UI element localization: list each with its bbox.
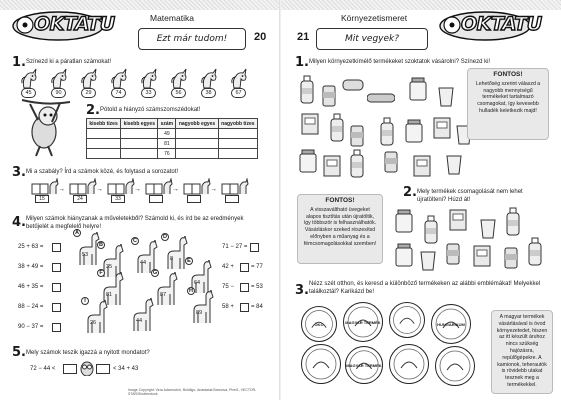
llama-letter: C — [131, 237, 139, 245]
sequence-item — [106, 178, 136, 202]
cup-icon — [477, 212, 505, 242]
fontos-note-2 — [297, 194, 383, 264]
task-3-number: 3. — [295, 283, 309, 298]
brand-logo — [439, 10, 542, 42]
hatch-strip — [281, 0, 561, 10]
note-title: FONTOS! — [493, 71, 523, 78]
unicorn-number: 74 — [111, 88, 126, 98]
llama-block-icon — [30, 178, 60, 196]
emblem-label: MAGYAR TERMÉK — [345, 319, 381, 325]
hungarian-products-note — [491, 310, 553, 394]
llama-value: 44 — [136, 318, 143, 324]
table-cell-number: 76 — [158, 149, 176, 159]
equation: 75 − — [222, 284, 234, 290]
sequence-value: 24 — [73, 195, 87, 203]
answer-box[interactable] — [52, 303, 61, 312]
unicorn-figure[interactable] — [48, 68, 70, 98]
table-cell-answer[interactable] — [121, 129, 158, 139]
emblem-label: ÖKO — [314, 321, 324, 327]
brand-name: OKTATU — [461, 13, 542, 35]
page-number: 21 — [297, 31, 310, 43]
sequence-arrow: → — [58, 186, 65, 193]
cup-icon — [443, 148, 471, 178]
product-jar[interactable] — [407, 74, 435, 109]
equation: 46 + 35 = — [18, 284, 44, 290]
sequence-value[interactable] — [225, 195, 239, 203]
note-title: FONTOS! — [325, 197, 355, 204]
table-cell-answer[interactable] — [87, 149, 121, 159]
task-2-text: Pótold a hiányzó számszomszédokat! — [100, 107, 201, 113]
llama-value: 44 — [140, 260, 147, 266]
subject-label: Környezetismeret — [341, 13, 408, 23]
emblem-logo[interactable] — [431, 304, 471, 344]
unicorn-number: 45 — [21, 88, 36, 98]
sequence-value: 33 — [111, 195, 125, 203]
jar-icon — [403, 116, 431, 146]
can-icon — [443, 238, 471, 268]
table-cell-answer[interactable] — [176, 129, 218, 139]
sequence-arrow: → — [172, 186, 179, 193]
llama-letter: D — [161, 233, 169, 241]
sloth-illustration — [18, 96, 74, 160]
equation: 90 − 37 = — [18, 324, 44, 330]
task-1-number: 1. — [295, 55, 309, 70]
llama-letter: A — [73, 229, 81, 237]
table-cell-answer[interactable] — [218, 129, 257, 139]
sequence-arrow: → — [96, 186, 103, 193]
box-icon — [321, 150, 349, 180]
product-bottle[interactable] — [347, 148, 375, 183]
task-4-text: Milyen számok hiányzanak a műveletekből? Számold ki, és írd be az eredmények betűjelét a megfelelő helyre! — [26, 216, 244, 230]
product-bottle[interactable] — [525, 236, 553, 271]
task-5-number: 5. — [12, 345, 26, 360]
task-2-number: 2. — [86, 103, 100, 118]
product-jar[interactable] — [393, 206, 421, 241]
product-can[interactable] — [443, 238, 471, 273]
answer-box[interactable] — [250, 243, 259, 252]
unicorn-figure[interactable] — [138, 68, 160, 98]
note-text: A visszaváltható üvegeket alapos tisztítás után újratöltik, így többször is felhasználhatók. Vásárláskor szeked részesítsd előnyben a műanyag és a fémcsomagolásokkal szemben! — [303, 206, 377, 247]
fontos-note-1 — [467, 68, 549, 140]
inequality-left: 72 − 44 < — [30, 366, 56, 372]
product-box[interactable] — [321, 150, 349, 185]
table-cell-answer[interactable] — [121, 149, 158, 159]
llama-block-icon — [106, 178, 136, 196]
hatch-strip — [0, 0, 280, 10]
brand-name: OKTATU — [34, 13, 115, 35]
llama-value: 35 — [106, 264, 113, 270]
subject-label: Matematika — [150, 13, 194, 23]
page-number: 20 — [254, 31, 267, 43]
emblem-logo[interactable] — [435, 346, 475, 386]
table-cell-answer[interactable] — [87, 129, 121, 139]
sequence-item — [144, 178, 174, 202]
jar-icon — [393, 206, 421, 236]
unicorn-figure[interactable] — [108, 68, 130, 98]
llama-icon — [186, 290, 216, 324]
box-icon — [299, 108, 327, 138]
sequence-value[interactable] — [149, 195, 163, 203]
llama-block-icon — [68, 178, 98, 196]
unicorn-number: 90 — [51, 88, 66, 98]
table-cell-answer[interactable] — [87, 139, 121, 149]
llama-value: 81 — [106, 292, 113, 298]
image-credits: Image Copyright: Vera Adamovich, Bulldigo, Anastasia Bannova, Pixel1, VECTOR-STAR/Shutterstock — [128, 388, 257, 396]
column-header: kisebb tízes — [87, 119, 121, 129]
tube-icon — [341, 70, 369, 100]
equation-result: = 53 — [251, 284, 263, 290]
bottle-icon — [525, 236, 553, 266]
product-box[interactable] — [411, 150, 439, 185]
sequence-item — [182, 178, 212, 202]
answer-box[interactable] — [240, 303, 249, 312]
sequence-value[interactable] — [187, 195, 201, 203]
unicorn-icon — [108, 68, 130, 90]
page-title: Mit vegyek? — [316, 28, 428, 50]
emblem-icon — [389, 344, 429, 384]
product-cup[interactable] — [443, 148, 471, 183]
emblem-logo[interactable] — [389, 344, 429, 384]
box-icon — [471, 240, 499, 270]
page-title: Ezt már tudom! — [138, 28, 246, 50]
product-tube[interactable] — [341, 70, 369, 105]
llama-letter: G — [152, 270, 158, 276]
table-cell-number: 49 — [158, 129, 176, 139]
llama-figure — [80, 300, 110, 334]
unicorn-icon — [198, 68, 220, 90]
llama-letter: B — [97, 241, 105, 249]
salami-icon — [367, 82, 395, 112]
unicorn-icon — [168, 68, 190, 90]
task-3-number: 3. — [12, 165, 26, 180]
table-cell-answer[interactable] — [176, 149, 218, 159]
product-cup[interactable] — [417, 244, 445, 279]
unicorn-icon — [228, 68, 250, 90]
unicorn-figure[interactable] — [168, 68, 190, 98]
task-2-text: Mely termékek csomagolását nem lehet újratölteni? Húzd át! — [417, 189, 523, 203]
emblem-icon — [435, 346, 475, 386]
llama-value: 89 — [196, 310, 203, 316]
unicorn-icon — [138, 68, 160, 90]
note-text: Lehetőség szerint válaszd a nagyobb mennyiségű termékeket tartalmazó csomagokat, így kevesebb hulladék keletkezik majd! — [475, 80, 541, 114]
emblem-label: MAGYAR TERMÉK — [346, 362, 382, 368]
owl-icon — [80, 360, 94, 376]
table-row — [87, 149, 258, 159]
equation: 38 + 49 = — [18, 264, 44, 270]
unicorn-figure[interactable] — [228, 68, 250, 98]
llama-icon — [126, 298, 156, 332]
cup-icon — [417, 244, 445, 274]
emblem-logo[interactable] — [345, 346, 383, 384]
unicorn-icon — [18, 68, 40, 90]
brand-logo — [12, 10, 115, 42]
emblem-logo[interactable] — [343, 302, 383, 342]
can-icon — [347, 120, 375, 150]
can-icon — [381, 146, 409, 176]
answer-box[interactable] — [96, 364, 110, 374]
llama-block-icon — [220, 178, 250, 196]
sequence-arrow: → — [134, 186, 141, 193]
emblem-label: HUNGARIKUM — [437, 321, 465, 327]
box-icon — [411, 150, 439, 180]
emblem-logo[interactable] — [301, 344, 341, 384]
table-cell-answer[interactable] — [121, 139, 158, 149]
llama-letter: F — [97, 269, 105, 277]
equation: 25 + 63 = — [18, 244, 44, 250]
llama-icon — [80, 300, 110, 334]
table-cell-answer[interactable] — [176, 139, 218, 149]
unicorn-figure[interactable] — [18, 68, 40, 98]
llama-block-icon — [144, 178, 174, 196]
unicorn-number: 38 — [201, 88, 216, 98]
unicorn-number: 56 — [171, 88, 186, 98]
equation: 42 + — [222, 264, 234, 270]
emblem-logo[interactable] — [389, 302, 425, 338]
equation: 71 − 27 = — [222, 244, 248, 250]
unicorn-figure[interactable] — [198, 68, 220, 98]
llama-figure — [126, 298, 156, 332]
column-header: szám — [158, 119, 176, 129]
llama-letter: H — [187, 287, 195, 295]
product-box[interactable] — [447, 204, 475, 239]
unicorn-figure[interactable] — [78, 68, 100, 98]
equation: 88 − 24 = — [18, 304, 44, 310]
number-neighbors-table — [86, 118, 258, 159]
table-cell-number: 81 — [158, 139, 176, 149]
left-page — [0, 0, 280, 400]
unicorn-icon — [78, 68, 100, 90]
llama-value: 26 — [90, 320, 97, 326]
answer-box[interactable] — [52, 323, 61, 332]
llama-figure — [186, 290, 216, 324]
product-box[interactable] — [299, 108, 327, 143]
llama-value: 53 — [82, 252, 89, 258]
sequence-value: 15 — [35, 195, 49, 203]
column-header: nagyobb tízes — [218, 119, 257, 129]
answer-box[interactable] — [52, 243, 61, 252]
table-header-row — [87, 119, 258, 129]
right-page — [281, 0, 561, 400]
box-icon — [447, 204, 475, 234]
emblem-icon — [301, 344, 341, 384]
table-cell-answer[interactable] — [218, 139, 257, 149]
llama-letter: E — [185, 257, 193, 265]
unicorn-number: 67 — [231, 88, 246, 98]
answer-box[interactable] — [52, 283, 61, 292]
unicorn-number: 29 — [81, 88, 96, 98]
bottle-icon — [377, 116, 405, 146]
equation-result: = 77 — [251, 264, 263, 270]
emblem-icon — [389, 302, 425, 338]
table-row — [87, 129, 258, 139]
note-text: A magyar termékek vásárlásával is óvod környezetedet, hiszen az itt készült áruhoz nincs szükség hajózásra, repülőgépekre. A kamionok, teherautók is rövidebb utakat tesznek meg a termékekkel. — [496, 314, 548, 388]
equation-result: = 84 — [251, 304, 263, 310]
product-salami[interactable] — [367, 82, 395, 117]
llama-letter: I — [81, 297, 89, 305]
bottle-icon — [503, 206, 531, 236]
product-can[interactable] — [381, 146, 409, 181]
table-cell-answer[interactable] — [218, 149, 257, 159]
column-header: nagyobb egyes — [176, 119, 218, 129]
bottle-icon — [347, 148, 375, 178]
answer-box[interactable] — [52, 263, 61, 272]
task-2-number: 2. — [403, 185, 417, 200]
llama-value: 64 — [194, 280, 201, 286]
answer-box[interactable] — [63, 364, 77, 374]
answer-box[interactable] — [240, 283, 249, 292]
task-1-number: 1. — [12, 55, 26, 70]
task-3-text: Nézz szét otthon, és keresd a különböző termékeken az alábbi emblémákat! Melyekkel találkoztál? Karikázd be! — [309, 281, 541, 295]
task-4-number: 4. — [12, 215, 26, 230]
jar-icon — [407, 74, 435, 104]
sequence-item — [30, 178, 60, 202]
answer-box[interactable] — [240, 263, 249, 272]
sequence-item — [68, 178, 98, 202]
cup-icon — [435, 80, 463, 110]
product-box[interactable] — [471, 240, 499, 275]
unicorn-icon — [48, 68, 70, 90]
llama-block-icon — [182, 178, 212, 196]
task-1-text: Milyen környezetkímélő termékeket szoktatok vásárolni? Színezd ki! — [309, 59, 491, 65]
task-3-text: Mi a szabály? Írd a számok közé, és folytasd a sorozatot! — [26, 169, 179, 175]
table-row — [87, 139, 258, 149]
product-cup[interactable] — [435, 80, 463, 115]
sequence-arrow: → — [210, 186, 217, 193]
emblem-logo[interactable] — [301, 306, 337, 342]
task-1-text: Színezd ki a páratlan számokat! — [26, 59, 112, 65]
sequence-item — [220, 178, 250, 202]
inequality-right: < 34 + 43 — [113, 366, 139, 372]
equation: 58 + — [222, 304, 234, 310]
task-5-text: Mely számok teszik igazzá a nyitott mondatot? — [26, 350, 150, 356]
column-header: kisebb egyes — [121, 119, 158, 129]
llama-value: 87 — [160, 292, 167, 298]
unicorn-number: 33 — [141, 88, 156, 98]
llama-value: 8 — [170, 256, 174, 262]
